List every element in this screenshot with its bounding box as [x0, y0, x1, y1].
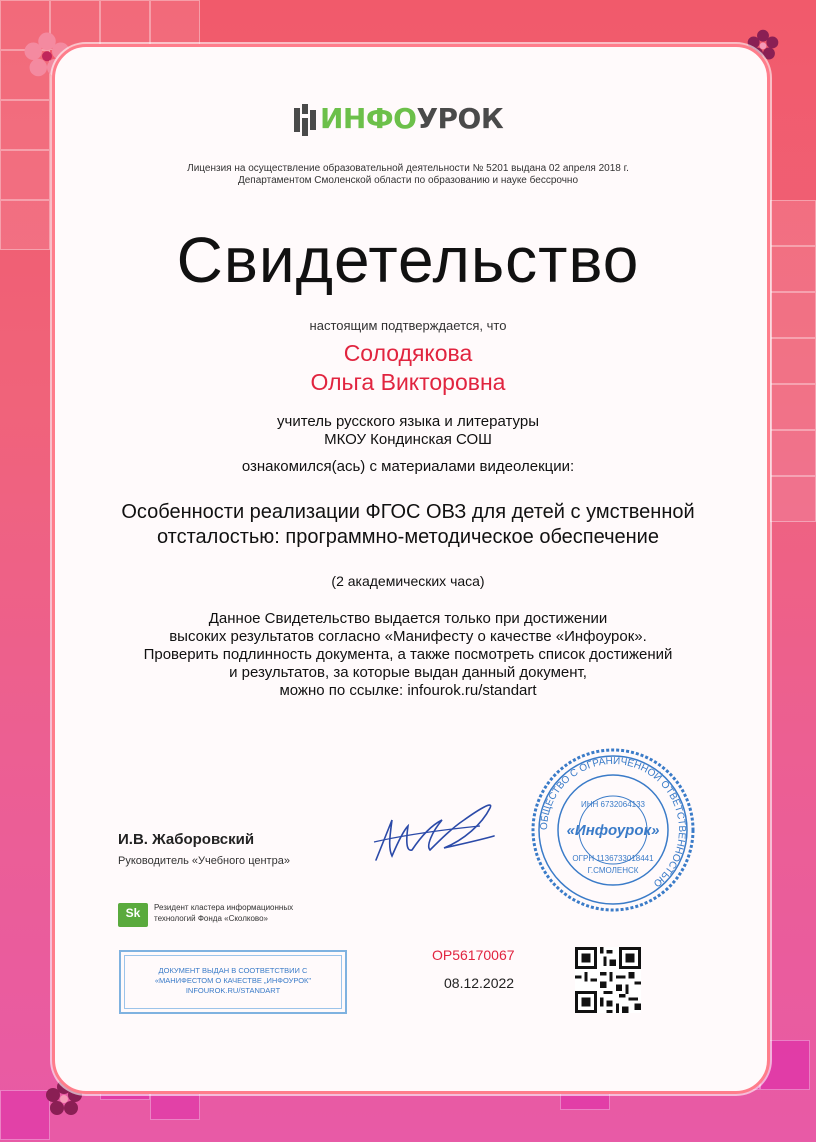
recipient-given-names: Ольга Викторовна [310, 369, 506, 395]
seal-center: «Инфоурок» [566, 822, 660, 839]
certificate-title: Свидетельство [176, 224, 640, 296]
document-number: ОР56170067 [432, 947, 515, 963]
certificate-card [52, 44, 770, 1094]
course-hours: (2 академических часа) [331, 573, 485, 589]
document-date: 08.12.2022 [444, 975, 515, 991]
license-text: Лицензия на осуществление образовательной деятельности № 5201 выдана 02 апреля 2018 г. Департаментом Смоленской области по образованию и науке бессрочно [187, 163, 629, 186]
seal-inn: ИНН 6732064133 [580, 800, 646, 809]
qr-code-icon [575, 947, 641, 1013]
infourok-logo-icon [294, 104, 316, 136]
signer-role: Руководитель «Учебного центра» [118, 855, 290, 867]
signer-name: И.В. Жаборовский [118, 831, 255, 848]
seal-ring-text: ОБЩЕСТВО С ОГРАНИЧЕННОЙ ОТВЕТСТВЕННОСТЬЮ [538, 755, 688, 889]
acquainted-text: ознакомился(ась) с материалами видеолекции: [241, 458, 575, 475]
recipient-surname: Солодякова [343, 340, 473, 366]
skolkovo-text: Резидент кластера информационных технологий Фонда «Сколково» [154, 903, 294, 923]
signature-image [370, 790, 500, 880]
seal-city: Г.СМОЛЕНСК [587, 866, 639, 875]
infourok-logo: ИНФОУРОК [320, 102, 504, 135]
manifest-stamp-box: ДОКУМЕНТ ВЫДАН В СООТВЕТСТВИИ С «МАНИФЕСТОМ О КАЧЕСТВЕ „ИНФОУРОК" INFOUROK.RU/STANDART [119, 950, 347, 1014]
course-title: Особенности реализации ФГОС ОВЗ для детей с умственной отсталостью: программно-методическое обеспечение [121, 501, 695, 548]
confirm-text: настоящим подтверждается, что [309, 318, 507, 333]
official-seal [528, 745, 698, 915]
seal-ogrn: ОГРН 1136733018441 [572, 854, 654, 863]
recipient-position: учитель русского языка и литературы МКОУ Кондинская СОШ [277, 413, 539, 448]
skolkovo-logo: Sk [118, 903, 148, 927]
verification-note: Данное Свидетельство выдается только при достижении высоких результатов согласно «Манифесту о качестве «Инфоурок». Проверить подлинность документа, а также посмотреть список достижений и результатов, за которые выдан данный документ, можно по ссылке: infourok.ru/standart [143, 610, 673, 699]
